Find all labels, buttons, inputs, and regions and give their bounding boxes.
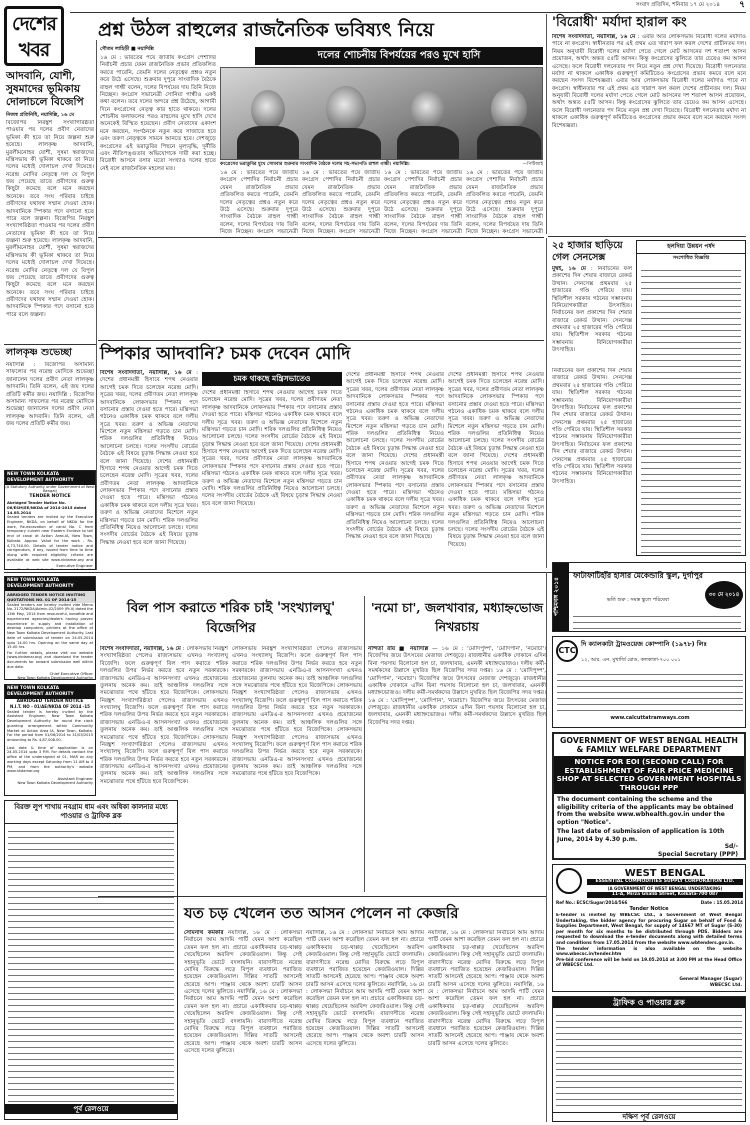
haldia-ad: হলদিয়া উন্নয়ন পর্ষদ সংশোধিত বিজ্ঞপ্তি xyxy=(636,240,746,556)
speaker-banner: চমক থাকছে মন্ত্রিসভাতেও xyxy=(202,372,342,386)
rahul-photo xyxy=(220,67,543,160)
main-body-col1: ১৬ মে : ভারতের পয়ে জাতীয় কংগ্রেস পেশাদির নির্বাচনী প্রচার যেমন রাজনৈতিক প্রভাব প্রতিফলিত করতে পারেনি, তেমনি দলের নেতৃত্বের প্রশ্নও নতুন করে উঠে এসেছে। শুক্রবার দুপুরে সাংবাদিক বৈঠকে রাহুল গান্ধী বলেন, দলের বিপর্যয়ের দায় তিনি নিজে নিচ্ছেন। কংগ্রেস সভানেত্রী সোনিয়া গান্ধীও একই কথা বলেন। তবে দলের অন্দরে প্রশ্ন উঠেছে, আগামী দিনে কংগ্রেসের নেতৃত্ব কার হাতে থাকবে। দলের শোচনীয় ফলাফলের পরও রাহুলের মুখে হাসি দেখে অনেকেই বিস্মিত হয়েছেন। প্রবীণ নেতাদের একাংশ মনে করছেন, সংগঠনকে নতুন করে সাজাতে হবে এবং তরুণ নেতৃত্বকে সামনে আনতে হবে। দেশজুড়ে কংগ্রেসের এই ভরাডুবির পিছনে মূল্যবৃদ্ধি, দুর্নীতি এবং নীতিপঙ্গুতার অভিযোগকে দায়ী করা হচ্ছে। বিরোধী আসনে বসার মতো সংখ্যাও দলের হাতে নেই বলে রাজনৈতিক মহলের মত। xyxy=(100,55,216,172)
wbecsc-logo xyxy=(556,868,582,894)
main-byline: গৌতম লাহিড়ী ■ নয়াদিল্লি xyxy=(100,46,154,52)
wbecsc-ad: WEST BENGAL ESSENTIAL COMMODITIES SUPPLY CORPORATION LTD. (A GOVERNMENT OF WEST BENGAL UNDERTAKING) 11-A, Mirza Ghalib Street, Kolkata-700 087 Ref No.: ECSC/Sugar/2014/566 Date : 15.05.2014 Tender Notice E-tender is invited by WBECSC Ltd., a Government of West Bengal Undertaking, the bidder agency for procuring Sugar on behalf of Food & Supplies Department, West Bengal, for supply of 14667 MT of Sugar (S-30) per month for six months to be distributed through PDS. Bidders are requested to download the e-tender documents along with detailed terms and conditions from 17.05.2014 from the website www.wbtenders.gov.in. The tender information is also available on the website www.wbecsc.in/tender.htm Pre-bid conference will be held on 19.05.2014 at 3:00 PM at the Head Office of WBECSC Ltd. General Manager (Sugar) WBECSC Ltd. xyxy=(552,864,746,992)
left-box-headline: লালকৃষ্ণ শুভেচ্ছা xyxy=(6,347,72,358)
right-body-2: মুম্বই, ১৬ মে : নির্বাচনের ফল প্রকাশের দিন শেয়ার বাজারে রেকর্ড উত্থান। সেনসেক্স প্রথমবার ২৫ হাজারের গণ্ডি পেরিয়ে যায়। স্থিতিশীল সরকার গঠনের সম্ভাবনায় বিনিয়োগকারীরা উৎসাহিত। নির্বাচনের ফল প্রকাশের দিন শেয়ার বাজারে রেকর্ড উত্থান। সেনসেক্স প্রথমবার ২৫ হাজারের গণ্ডি পেরিয়ে যায়। স্থিতিশীল সরকার গঠনের সম্ভাবনায় বিনিয়োগকারীরা উৎসাহিত। xyxy=(552,266,632,354)
date-line: সংবাদ প্রতিদিন, শনিবার ১৭ মে ২০১৪ xyxy=(635,2,720,8)
right-headline-1: 'বিরোধী' মর্যাদা হারাল কং xyxy=(552,15,687,30)
wb-health-ad: GOVERNMENT OF WEST BENGAL HEALTH & FAMILY WELFARE DEPARTMENT NOTICE FOR EOI (SECOND CALL) FOR ESTABLISHMENT OF FAIR PRICE MEDICINE SHOP AT SELECTED GOVERNMENT HOSPITALS THROUGH PPP The document containing the scheme and the eligibility criteria of the applicants may be obtained from the website www.wbhealth.gov.in under the option "Notice". The last date of submission of application is 10th June, 2014 by 4.30 p.m. Sd/- Special Secretary (PPP) xyxy=(552,732,746,860)
main-banner: দলের শোচনীয় বিপর্যয়ের পরও মুখে হাসি xyxy=(255,47,543,65)
page-number: ৭ xyxy=(739,0,745,10)
main-body-col5: ১৬ মে : ভারতের পয়ে জাতীয় কংগ্রেস পেশাদির নির্বাচনী প্রচার যেমন রাজনৈতিক প্রভাব প্রতিফলিত করতে পারেনি, তেমনি দলের নেতৃত্বের প্রশ্নও নতুন করে উঠে এসেছে। শুক্রবার দুপুরে সাংবাদিক বৈঠকে রাহুল গান্ধী বলেন, দলের বিপর্যয়ের দায় তিনি নিজে নিচ্ছেন। কংগ্রেস সভানেত্রী xyxy=(466,170,543,234)
tramways-logo: CTC xyxy=(556,640,578,662)
speaker-headline: স্পিকার আদবানি? চমক দেবেন মোদি xyxy=(100,344,351,364)
left-body: বিজেপির নিরঙ্কুশ সংখ্যাগরিষ্ঠতা পাওয়ার পর দলের প্রবীণ নেতাদের ভূমিকা কী হবে তা নিয়ে জল্পনা শুরু হয়েছে। লালকৃষ্ণ আদবানি, মুরলীমনোহর যোশী, সুষমা স্বরাজদের মন্ত্রিসভায় কী ভূমিকা থাকবে তা নিয়ে দলের মধ্যেই দোলাচল দেখা দিয়েছে। নরেন্দ্র মোদির নেতৃত্বে দল যে বিপুল জয় পেয়েছে তাতে প্রবীণদের গুরুত্ব কিছুটা কমেছে বলে মনে করছেন অনেকে। তবে সংঘ পরিবার চাইছে প্রবীণদের যথাযথ সম্মান দেওয়া হোক। আদবানিকে স্পিকার পদে বসানো হতে পারে বলে জল্পনা। বিজেপির নিরঙ্কুশ সংখ্যাগরিষ্ঠতা পাওয়ার পর দলের প্রবীণ নেতাদের ভূমিকা কী হবে তা নিয়ে জল্পনা শুরু হয়েছে। লালকৃষ্ণ আদবানি, মুরলীমনোহর যোশী, সুষমা স্বরাজদের মন্ত্রিসভায় কী ভূমিকা থাকবে তা নিয়ে দলের মধ্যেই দোলাচল দেখা দিয়েছে। নরেন্দ্র মোদির নেতৃত্বে দল যে বিপুল জয় পেয়েছে তাতে প্রবীণদের গুরুত্ব কিছুটা কমেছে বলে মনে করছেন অনেকে। তবে সংঘ পরিবার চাইছে প্রবীণদের যথাযথ সম্মান দেওয়া হোক। আদবানিকে স্পিকার পদে বসানো হতে পারে বলে জল্পনা। xyxy=(6,120,94,318)
right-body-2b: নির্বাচনের ফল প্রকাশের দিন শেয়ার বাজারে রেকর্ড উত্থান। সেনসেক্স প্রথমবার ২৫ হাজারের গণ্ডি পেরিয়ে যায়। স্থিতিশীল সরকার গঠনের সম্ভাবনায় বিনিয়োগকারীরা উৎসাহিত। নির্বাচনের ফল প্রকাশের দিন শেয়ার বাজারে রেকর্ড উত্থান। সেনসেক্স প্রথমবার ২৫ হাজারের গণ্ডি পেরিয়ে যায়। স্থিতিশীল সরকার গঠনের সম্ভাবনায় বিনিয়োগকারীরা উৎসাহিত। নির্বাচনের ফল প্রকাশের দিন শেয়ার বাজারে রেকর্ড উত্থান। সেনসেক্স প্রথমবার ২৫ হাজারের গণ্ডি পেরিয়ে যায়। স্থিতিশীল সরকার গঠনের সম্ভাবনায় বিনিয়োগকারীরা উৎসাহিত। xyxy=(552,368,632,485)
main-body-col4: ১৬ মে : ভারতের পয়ে জাতীয় কংগ্রেস পেশাদির নির্বাচনী প্রচার যেমন রাজনৈতিক প্রভাব প্রতিফলিত করতে পারেনি, তেমনি দলের নেতৃত্বের প্রশ্নও নতুন করে উঠে এসেছে। শুক্রবার দুপুরে সাংবাদিক বৈঠকে রাহুল গান্ধী বলেন, দলের বিপর্যয়ের দায় তিনি নিজে নিচ্ছেন। কংগ্রেস সভানেত্রী xyxy=(384,170,462,234)
tramways-ad: CTC দি ক্যালকাটা ট্রামওয়েজ কোম্পানি (১৯৭৮) লিঃ ১২, আর. এন. মুখার্জি রোড, কলকাতা-৭০০ ০০১ www.calcuttatramways.com xyxy=(552,636,746,728)
school-ad: পশ্চিমবঙ্গ ২০১৪ ফাটাফাটিহাঁর হাসার মেকেন্ডারি স্কুল, দুর্গাপুর ভর্তি শুরু : সমস্ত স্কুলে পরিষেবা ৩০ মে ২০১৪ xyxy=(552,562,746,632)
photo-credit: —পিটিআই xyxy=(522,162,543,167)
ntkda-tender-ad-2: NEW TOWN KOLKATA DEVELOPMENT AUTHORITY ABRIDGED TENDER NOTICE INVITING QUOTATIONS NO. 01 OF 2014-15 Sealed tenders are hereby invited vide Memo No. 2172/NKDA/Admin-02/2009 (Pt.II) dated the 13th May, 2014 from resourceful, bonafide and experienced agencies/dealers having proven experience in supply and installation of desktop computers, printers at the office of New Town Kolkata Development Authority. Last date of submission of tender on 24-05-2014 upto 14-00 hrs. Opening on the same day at 15-00 hrs. For further details, please visit our website (www.nkdamar.org) and download the tender documents for onward submission well within due date. Chief Executive Officer New Town Kolkata Development Authority xyxy=(4,576,96,680)
bill-body-2: লোকসভায় নিরঙ্কুশ সংখ্যাগরিষ্ঠতা পেলেও রাজ্যসভায় এখনও সংখ্যালঘু বিজেপি। ফলে গুরুত্বপূর্ণ বিল পাস করাতে শরিক দলগুলির উপর নির্ভর করতে হবে নতুন সরকারকে। রাজ্যসভায় এনডিএ-র আসনসংখ্যা এখনও প্রয়োজনের তুলনায় অনেক কম। তাই আঞ্চলিক দলগুলির সঙ্গে সমঝোতার পথে হাঁটতে হবে বিজেপিকে। লোকসভায় নিরঙ্কুশ সংখ্যাগরিষ্ঠতা পেলেও রাজ্যসভায় এখনও সংখ্যালঘু বিজেপি। ফলে গুরুত্বপূর্ণ বিল পাস করাতে শরিক দলগুলির উপর নির্ভর করতে হবে নতুন সরকারকে। রাজ্যসভায় এনডিএ-র আসনসংখ্যা এখনও প্রয়োজনের তুলনায় অনেক কম। তাই আঞ্চলিক দলগুলির সঙ্গে সমঝোতার পথে হাঁটতে হবে বিজেপিকে। লোকসভায় নিরঙ্কুশ সংখ্যাগরিষ্ঠতা পেলেও রাজ্যসভায় এখনও সংখ্যালঘু বিজেপি। ফলে গুরুত্বপূর্ণ বিল পাস করাতে শরিক দলগুলির উপর নির্ভর করতে হবে নতুন সরকারকে। রাজ্যসভায় এনডিএ-র আসনসংখ্যা এখনও প্রয়োজনের তুলনায় অনেক কম। তাই আঞ্চলিক দলগুলির সঙ্গে সমঝোতার পথে হাঁটতে হবে বিজেপিকে। xyxy=(232,646,362,778)
left-byline: নিজস্ব প্রতিনিধি, নয়াদিল্লি, ১৬ মে xyxy=(6,112,74,118)
left-headline: আদবানি, যোশী, সুষমাদের ভূমিকায় দোলাচলে বিজেপি xyxy=(6,70,84,108)
speaker-body-1: বিশেষ সংবাদদাতা, নয়াদিল্লি, ১৬ মে : দেশের প্রধানমন্ত্রী হিসাবে শপথ নেওয়ার আগেই চমক দিতে চলেছেন নরেন্দ্র মোদি। সূত্রের খবর, দলের প্রবীণতম নেতা লালকৃষ্ণ আদবানিকে লোকসভার স্পিকার পদে বসানোর প্রস্তাব দেওয়া হতে পারে। মন্ত্রিসভা গঠনেও একাধিক চমক থাকবে বলে দলীয় সূত্রে খবর। তরুণ ও অভিজ্ঞ নেতাদের মিশেলে নতুন মন্ত্রিসভা গড়তে চান মোদি। শরিক দলগুলির প্রতিনিধিত্ব নিয়েও আলোচনা চলছে। দলের সংসদীয় বোর্ডের বৈঠকে এই বিষয়ে চূড়ান্ত সিদ্ধান্ত নেওয়া হবে বলে জানা গিয়েছে। দেশের প্রধানমন্ত্রী হিসাবে শপথ নেওয়ার আগেই চমক দিতে চলেছেন নরেন্দ্র মোদি। সূত্রের খবর, দলের প্রবীণতম নেতা লালকৃষ্ণ আদবানিকে লোকসভার স্পিকার পদে বসানোর প্রস্তাব দেওয়া হতে পারে। মন্ত্রিসভা গঠনেও একাধিক চমক থাকবে বলে দলীয় সূত্রে খবর। তরুণ ও অভিজ্ঞ নেতাদের মিশেলে নতুন মন্ত্রিসভা গড়তে চান মোদি। শরিক দলগুলির প্রতিনিধিত্ব নিয়েও আলোচনা চলছে। দলের সংসদীয় বোর্ডের বৈঠকে এই বিষয়ে চূড়ান্ত সিদ্ধান্ত নেওয়া হবে বলে জানা গিয়েছে। xyxy=(100,370,198,546)
bill-body-1: বিশেষ সংবাদদাতা, নয়াদিল্লি, ১৬ মে : লোকসভায় নিরঙ্কুশ সংখ্যাগরিষ্ঠতা পেলেও রাজ্যসভায় এখনও সংখ্যালঘু বিজেপি। ফলে গুরুত্বপূর্ণ বিল পাস করাতে শরিক দলগুলির উপর নির্ভর করতে হবে নতুন সরকারকে। রাজ্যসভায় এনডিএ-র আসনসংখ্যা এখনও প্রয়োজনের তুলনায় অনেক কম। তাই আঞ্চলিক দলগুলির সঙ্গে সমঝোতার পথে হাঁটতে হবে বিজেপিকে। লোকসভায় নিরঙ্কুশ সংখ্যাগরিষ্ঠতা পেলেও রাজ্যসভায় এখনও সংখ্যালঘু বিজেপি। ফলে গুরুত্বপূর্ণ বিল পাস করাতে শরিক দলগুলির উপর নির্ভর করতে হবে নতুন সরকারকে। রাজ্যসভায় এনডিএ-র আসনসংখ্যা এখনও প্রয়োজনের তুলনায় অনেক কম। তাই আঞ্চলিক দলগুলির সঙ্গে সমঝোতার পথে হাঁটতে হবে বিজেপিকে। লোকসভায় নিরঙ্কুশ সংখ্যাগরিষ্ঠতা পেলেও রাজ্যসভায় এখনও সংখ্যালঘু বিজেপি। ফলে গুরুত্বপূর্ণ বিল পাস করাতে শরিক দলগুলির উপর নির্ভর করতে হবে নতুন সরকারকে। রাজ্যসভায় এনডিএ-র আসনসংখ্যা এখনও প্রয়োজনের তুলনায় অনেক কম। তাই আঞ্চলিক দলগুলির সঙ্গে সমঝোতার পথে হাঁটতে হবে বিজেপিকে। xyxy=(100,646,228,785)
main-body-col3: ১৬ মে : ভারতের পয়ে জাতীয় কংগ্রেস পেশাদির নির্বাচনী প্রচার যেমন রাজনৈতিক প্রভাব প্রতিফলিত করতে পারেনি, তেমনি দলের নেতৃত্বের প্রশ্নও নতুন করে উঠে এসেছে। শুক্রবার দুপুরে সাংবাদিক বৈঠকে রাহুল গান্ধী বলেন, দলের বিপর্যয়ের দায় তিনি নিজে নিচ্ছেন। কংগ্রেস সভানেত্রী xyxy=(302,170,380,234)
right-body-1: বিশেষ সংবাদদাতা, নয়াদিল্লি, ১৬ মে : এবার আর লোকসভায় বিরোধী দলের মর্যাদাও পাবে না কংগ্রেস। স্বাধীনতার পর এই প্রথম এত খারাপ ফল করল দেশের প্রাচীনতম দল। নিয়ম অনুযায়ী বিরোধী দলের মর্যাদা পেতে গেলে মোট আসনের দশ শতাংশ আসন প্রয়োজন, অর্থাৎ অন্তত ৫৫টি আসন। কিন্তু কংগ্রেসের ঝুলিতে তার চেয়েও কম আসন এসেছে। ফলে বিরোধী দলনেতার পদ নিয়ে নতুন প্রশ্ন দেখা দিয়েছে। বিরোধী দলনেতার মর্যাদা না থাকলে একাধিক গুরুত্বপূর্ণ কমিটিতেও কংগ্রেসের প্রভাব কমবে বলে মনে করছেন সংসদ বিশেষজ্ঞরা। এবার আর লোকসভায় বিরোধী দলের মর্যাদাও পাবে না কংগ্রেস। স্বাধীনতার পর এই প্রথম এত খারাপ ফল করল দেশের প্রাচীনতম দল। নিয়ম অনুযায়ী বিরোধী দলের মর্যাদা পেতে গেলে মোট আসনের দশ শতাংশ আসন প্রয়োজন, অর্থাৎ অন্তত ৫৫টি আসন। কিন্তু কংগ্রেসের ঝুলিতে তার চেয়েও কম আসন এসেছে। ফলে বিরোধী দলনেতার পদ নিয়ে নতুন প্রশ্ন দেখা দিয়েছে। বিরোধী দলনেতার মর্যাদা না থাকলে একাধিক গুরুত্বপূর্ণ কমিটিতেও কংগ্রেসের প্রভাব কমবে বলে মনে করছেন সংসদ বিশেষজ্ঞরা। xyxy=(552,34,746,129)
kejri-headline: যত চড় খেলেন তত আসন পেলেন না কেজরি xyxy=(184,904,459,922)
main-body-col2: ১৬ মে : ভারতের পয়ে জাতীয় কংগ্রেস পেশাদির নির্বাচনী প্রচার যেমন রাজনৈতিক প্রভাব প্রতিফলিত করতে পারেনি, তেমনি দলের নেতৃত্বের প্রশ্নও নতুন করে উঠে এসেছে। শুক্রবার দুপুরে সাংবাদিক বৈঠকে রাহুল গান্ধী বলেন, দলের বিপর্যয়ের দায় তিনি নিজে নিচ্ছেন। কংগ্রেস সভানেত্রী xyxy=(220,170,298,234)
photo-caption: কংগ্রেসের ভরাডুবির মুখে সোমবার শুক্রবার সাংবাদিক বৈঠকে দলের সহ-সভাপতি রাহুল গান্ধী। নয়াদিল্লি। xyxy=(220,162,410,167)
right-headline-2: ২৫ হাজার ছাড়িয়ে গেল সেনসেক্স xyxy=(552,240,623,263)
namo-headline: 'নমো চা', জলখাবার, মধ্যাহ্নভোজ নিখরচায় xyxy=(370,600,544,634)
speaker-body-2: দেশের প্রধানমন্ত্রী হিসাবে শপথ নেওয়ার আগেই চমক দিতে চলেছেন নরেন্দ্র মোদি। সূত্রের খবর, দলের প্রবীণতম নেতা লালকৃষ্ণ আদবানিকে লোকসভার স্পিকার পদে বসানোর প্রস্তাব দেওয়া হতে পারে। মন্ত্রিসভা গঠনেও একাধিক চমক থাকবে বলে দলীয় সূত্রে খবর। তরুণ ও অভিজ্ঞ নেতাদের মিশেলে নতুন মন্ত্রিসভা গড়তে চান মোদি। শরিক দলগুলির প্রতিনিধিত্ব নিয়েও আলোচনা চলছে। দলের সংসদীয় বোর্ডের বৈঠকে এই বিষয়ে চূড়ান্ত সিদ্ধান্ত নেওয়া হবে বলে জানা গিয়েছে। দেশের প্রধানমন্ত্রী হিসাবে শপথ নেওয়ার আগেই চমক দিতে চলেছেন নরেন্দ্র মোদি। সূত্রের খবর, দলের প্রবীণতম নেতা লালকৃষ্ণ আদবানিকে লোকসভার স্পিকার পদে বসানোর প্রস্তাব দেওয়া হতে পারে। মন্ত্রিসভা গঠনেও একাধিক চমক থাকবে বলে দলীয় সূত্রে খবর। তরুণ ও অভিজ্ঞ নেতাদের মিশেলে নতুন মন্ত্রিসভা গড়তে চান মোদি। শরিক দলগুলির প্রতিনিধিত্ব নিয়েও আলোচনা চলছে। দলের সংসদীয় বোর্ডের বৈঠকে এই বিষয়ে চূড়ান্ত সিদ্ধান্ত নেওয়া হবে বলে জানা গিয়েছে। xyxy=(202,390,342,507)
bill-headline: বিল পাস করাতে শরিক চাই 'সংখ্যালঘু' বিজেপির xyxy=(126,600,336,636)
se-railway-ad: ট্রাফিক ও পাওয়ার ব্লক দক্ষিণ পূর্ব রেলওয়ে xyxy=(552,996,746,1122)
ntkda-tender-ad-3: NEW TOWN KOLKATA DEVELOPMENT AUTHORITY ABRIDGED TENDER NOTICE N.I.T. NO - 01/AE/NKDA OF 2014 -15 Sealed tender is hereby invited by the Assistant Engineer, New Town Kolkata Development Authority for round the clock guarding arrangement within Community Market at Action Area IA, New Town, Kolkata. For the period from 01/06/2014 to 31/03/2015 amounting to Rs. 4,87,008.00. Last date & time of application is on 24.05.2014 upto 3 P.M. For details contact the office of the undersigned at 01, MAR on any working days except Saturday from 11 AM to 4 PM, and from the authority's website www.nkdamar.org Assistant Engineer New Town Kolkata Development Authority xyxy=(4,684,96,796)
section-logo: দেশের খবর xyxy=(4,6,64,66)
kejri-body-3: নয়াদিল্লি, ১৬ মে : লোকসভা নির্বাচনে আম আদমি পার্টি যেমন আশা করেছিল তেমন ফল হল না। প্রচারে একাধিকবার চড়-থাপ্পড় খেয়েছিলেন অরবিন্দ কেজরিওয়াল। কিন্তু সেই সহানুভূতি ভোটে বদলায়নি। বারাণসীতে নরেন্দ্র মোদির বিরুদ্ধে লড়ে বিপুল ব্যবধানে পরাজিত হয়েছেন কেজরিওয়াল। দিল্লির সাতটি আসনেই হেরেছে আপ। পাঞ্জাব থেকে অবশ্য চারটি আসন এসেছে দলের ঝুলিতে। নয়াদিল্লি, ১৬ মে : লোকসভা নির্বাচনে আম আদমি পার্টি যেমন আশা করেছিল তেমন ফল হল না। প্রচারে একাধিকবার চড়-থাপ্পড় খেয়েছিলেন অরবিন্দ কেজরিওয়াল। কিন্তু সেই সহানুভূতি ভোটে বদলায়নি। বারাণসীতে নরেন্দ্র মোদির বিরুদ্ধে লড়ে বিপুল ব্যবধানে পরাজিত হয়েছেন কেজরিওয়াল। দিল্লির সাতটি আসনেই হেরেছে আপ। পাঞ্জাব থেকে অবশ্য চারটি আসন এসেছে দলের ঝুলিতে। xyxy=(428,930,544,1047)
speaker-body-4: দেশের প্রধানমন্ত্রী হিসাবে শপথ নেওয়ার আগেই চমক দিতে চলেছেন নরেন্দ্র মোদি। সূত্রের খবর, দলের প্রবীণতম নেতা লালকৃষ্ণ আদবানিকে লোকসভার স্পিকার পদে বসানোর প্রস্তাব দেওয়া হতে পারে। মন্ত্রিসভা গঠনেও একাধিক চমক থাকবে বলে দলীয় সূত্রে খবর। তরুণ ও অভিজ্ঞ নেতাদের মিশেলে নতুন মন্ত্রিসভা গড়তে চান মোদি। শরিক দলগুলির প্রতিনিধিত্ব নিয়েও আলোচনা চলছে। দলের সংসদীয় বোর্ডের বৈঠকে এই বিষয়ে চূড়ান্ত সিদ্ধান্ত নেওয়া হবে বলে জানা গিয়েছে। দেশের প্রধানমন্ত্রী হিসাবে শপথ নেওয়ার আগেই চমক দিতে চলেছেন নরেন্দ্র মোদি। সূত্রের খবর, দলের প্রবীণতম নেতা লালকৃষ্ণ আদবানিকে লোকসভার স্পিকার পদে বসানোর প্রস্তাব দেওয়া হতে পারে। মন্ত্রিসভা গঠনেও একাধিক চমক থাকবে বলে দলীয় সূত্রে খবর। তরুণ ও অভিজ্ঞ নেতাদের মিশেলে নতুন মন্ত্রিসভা গড়তে চান মোদি। শরিক দলগুলির প্রতিনিধিত্ব নিয়েও আলোচনা চলছে। দলের সংসদীয় বোর্ডের বৈঠকে এই বিষয়ে চূড়ান্ত সিদ্ধান্ত নেওয়া হবে বলে জানা গিয়েছে। xyxy=(448,372,544,548)
namo-body: নন্দিতা রায় ■ নয়াদিল্লি — ১৬ মে : 'মোদিপুষ্প', 'মোদিপান', 'নমোচা'। বিজেপির জয়ে উৎসবের মেজাজ দেশজুড়ে। রাজধানীর একাধিক দোকানে এদিন বিনা পয়সায় বিলোনো হল চা, জলখাবার, এমনকী মধ্যাহ্নভোজও। দলীয় কর্মী-সমর্থকদের উল্লাসে মুখরিত ছিল বিজেপির সদর দপ্তর। ১৬ মে : 'মোদিপুষ্প', 'মোদিপান', 'নমোচা'। বিজেপির জয়ে উৎসবের মেজাজ দেশজুড়ে। রাজধানীর একাধিক দোকানে এদিন বিনা পয়সায় বিলোনো হল চা, জলখাবার, এমনকী মধ্যাহ্নভোজও। দলীয় কর্মী-সমর্থকদের উল্লাসে মুখরিত ছিল বিজেপির সদর দপ্তর। ১৬ মে : 'মোদিপুষ্প', 'মোদিপান', 'নমোচা'। বিজেপির জয়ে উৎসবের মেজাজ দেশজুড়ে। রাজধানীর একাধিক দোকানে এদিন বিনা পয়সায় বিলোনো হল চা, জলখাবার, এমনকী মধ্যাহ্নভোজও। দলীয় কর্মী-সমর্থকদের উল্লাসে মুখরিত ছিল বিজেপির সদর দপ্তর। xyxy=(368,646,546,726)
eastern-railway-ad: বিরক্ত লুপ শাখায় নবগ্রাম ধাম এবং অধিকা কালনার মধ্যে পাওয়ার ও ট্রাফিক ব্লক পূর্ব রেলওয়ে xyxy=(4,800,178,1120)
kejri-body-2: নয়াদিল্লি, ১৬ মে : লোকসভা নির্বাচনে আম আদমি পার্টি যেমন আশা করেছিল তেমন ফল হল না। প্রচারে একাধিকবার চড়-থাপ্পড় খেয়েছিলেন অরবিন্দ কেজরিওয়াল। কিন্তু সেই সহানুভূতি ভোটে বদলায়নি। বারাণসীতে নরেন্দ্র মোদির বিরুদ্ধে লড়ে বিপুল ব্যবধানে পরাজিত হয়েছেন কেজরিওয়াল। দিল্লির সাতটি আসনেই হেরেছে আপ। পাঞ্জাব থেকে অবশ্য চারটি আসন এসেছে দলের ঝুলিতে। নয়াদিল্লি, ১৬ মে : লোকসভা নির্বাচনে আম আদমি পার্টি যেমন আশা করেছিল তেমন ফল হল না। প্রচারে একাধিকবার চড়-থাপ্পড় খেয়েছিলেন অরবিন্দ কেজরিওয়াল। কিন্তু সেই সহানুভূতি ভোটে বদলায়নি। বারাণসীতে নরেন্দ্র মোদির বিরুদ্ধে লড়ে বিপুল ব্যবধানে পরাজিত হয়েছেন কেজরিওয়াল। দিল্লির সাতটি আসনেই হেরেছে আপ। পাঞ্জাব থেকে অবশ্য চারটি আসন এসেছে দলের ঝুলিতে। xyxy=(306,930,424,1047)
kejri-body-1: সোমনাথ কর্মকার নয়াদিল্লি, ১৬ মে : লোকসভা নির্বাচনে আম আদমি পার্টি যেমন আশা করেছিল তেমন ফল হল না। প্রচারে একাধিকবার চড়-থাপ্পড় খেয়েছিলেন অরবিন্দ কেজরিওয়াল। কিন্তু সেই সহানুভূতি ভোটে বদলায়নি। বারাণসীতে নরেন্দ্র মোদির বিরুদ্ধে লড়ে বিপুল ব্যবধানে পরাজিত হয়েছেন কেজরিওয়াল। দিল্লির সাতটি আসনেই হেরেছে আপ। পাঞ্জাব থেকে অবশ্য চারটি আসন এসেছে দলের ঝুলিতে। নয়াদিল্লি, ১৬ মে : লোকসভা নির্বাচনে আম আদমি পার্টি যেমন আশা করেছিল তেমন ফল হল না। প্রচারে একাধিকবার চড়-থাপ্পড় খেয়েছিলেন অরবিন্দ কেজরিওয়াল। কিন্তু সেই সহানুভূতি ভোটে বদলায়নি। বারাণসীতে নরেন্দ্র মোদির বিরুদ্ধে লড়ে বিপুল ব্যবধানে পরাজিত হয়েছেন কেজরিওয়াল। দিল্লির সাতটি আসনেই হেরেছে আপ। পাঞ্জাব থেকে অবশ্য চারটি আসন এসেছে দলের ঝুলিতে। xyxy=(184,930,302,1054)
main-headline: প্রশ্ন উঠল রাহুলের রাজনৈতিক ভবিষ্যৎ নিয়ে xyxy=(98,19,434,41)
left-box-body: নয়াদিল্লি : বিজেপির অসামান্য সাফল্যের পর নরেন্দ্র মোদিকে শুভেচ্ছা জানালেন দলের প্রবীণ নেতা লালকৃষ্ণ আদবানি। তিনি বলেন, এই জয় দলের প্রতিটি কর্মীর জয়। নয়াদিল্লি : বিজেপির অসামান্য সাফল্যের পর নরেন্দ্র মোদিকে শুভেচ্ছা জানালেন দলের প্রবীণ নেতা লালকৃষ্ণ আদবানি। তিনি বলেন, এই জয় দলের প্রতিটি কর্মীর জয়। xyxy=(6,362,94,427)
speaker-body-3: দেশের প্রধানমন্ত্রী হিসাবে শপথ নেওয়ার আগেই চমক দিতে চলেছেন নরেন্দ্র মোদি। সূত্রের খবর, দলের প্রবীণতম নেতা লালকৃষ্ণ আদবানিকে লোকসভার স্পিকার পদে বসানোর প্রস্তাব দেওয়া হতে পারে। মন্ত্রিসভা গঠনেও একাধিক চমক থাকবে বলে দলীয় সূত্রে খবর। তরুণ ও অভিজ্ঞ নেতাদের মিশেলে নতুন মন্ত্রিসভা গড়তে চান মোদি। শরিক দলগুলির প্রতিনিধিত্ব নিয়েও আলোচনা চলছে। দলের সংসদীয় বোর্ডের বৈঠকে এই বিষয়ে চূড়ান্ত সিদ্ধান্ত নেওয়া হবে বলে জানা গিয়েছে। দেশের প্রধানমন্ত্রী হিসাবে শপথ নেওয়ার আগেই চমক দিতে চলেছেন নরেন্দ্র মোদি। সূত্রের খবর, দলের প্রবীণতম নেতা লালকৃষ্ণ আদবানিকে লোকসভার স্পিকার পদে বসানোর প্রস্তাব দেওয়া হতে পারে। মন্ত্রিসভা গঠনেও একাধিক চমক থাকবে বলে দলীয় সূত্রে খবর। তরুণ ও অভিজ্ঞ নেতাদের মিশেলে নতুন মন্ত্রিসভা গড়তে চান মোদি। শরিক দলগুলির প্রতিনিধিত্ব নিয়েও আলোচনা চলছে। দলের সংসদীয় বোর্ডের বৈঠকে এই বিষয়ে চূড়ান্ত সিদ্ধান্ত নেওয়া হবে বলে জানা গিয়েছে। xyxy=(346,372,444,541)
ntkda-tender-ad-1: NEW TOWN KOLKATA DEVELOPMENT AUTHORITY (A Statutory Authority under Government of West Bengal) TENDER NOTICE Abridged Tender Notice No. 06/ESM/EE/NKDA of 2014-2015 dated 14.05.2014 Sealed tenders are invited by the Executive Engineer, NKDA, on behalf of NKDA for the work, Re-excavation of canal No. C from temporary culvert near Eastern Enclave to tail end of canal at Action Area-IA, New Town, Kolkata. Approx. Value for the work - Rs. 4,73,740.00. Details of tender notice and corrigendum, if any, issued from time to time along with required eligibility criteria are available at web site www.nkdamar.org and Executive Engineer xyxy=(5,472,95,569)
